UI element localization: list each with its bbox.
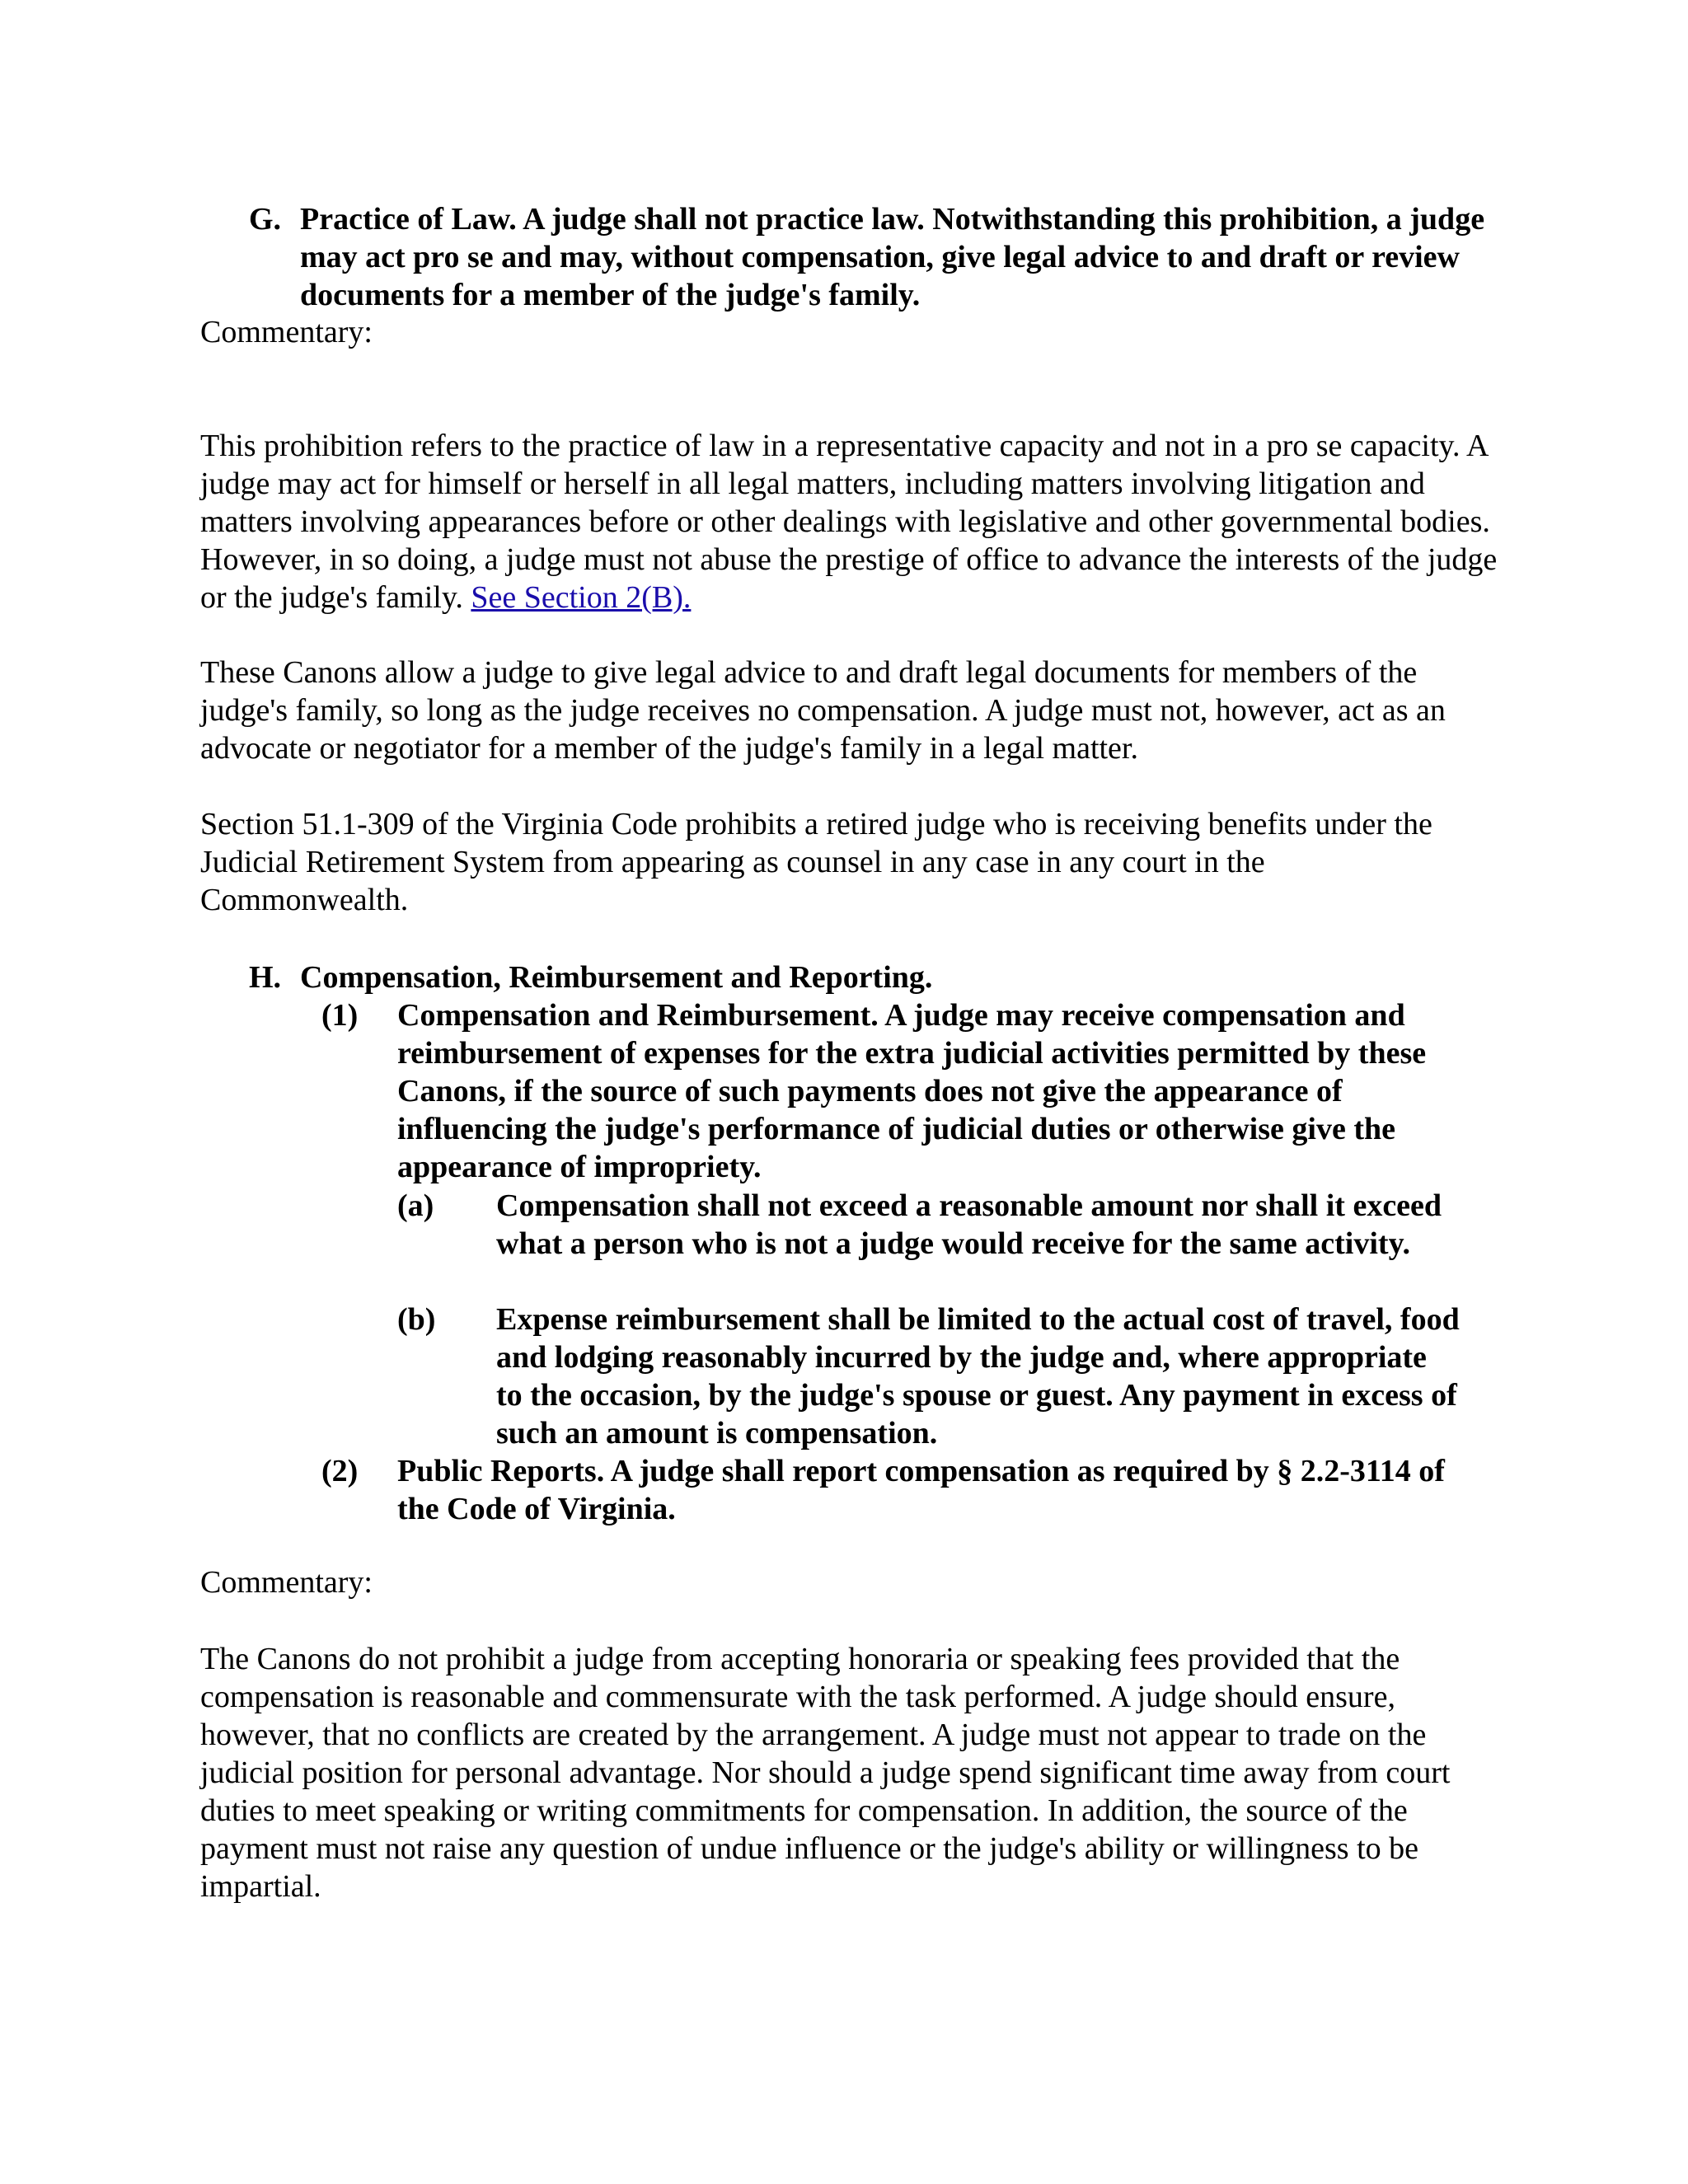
item-1a-text: Compensation shall not exceed a reasonable amount nor shall it exceed what a person who is not a judge would receive for the same activity.	[496, 1188, 1442, 1261]
section-h-title: Compensation, Reimbursement and Reporting.	[300, 960, 933, 995]
section-g-text: Practice of Law. A judge shall not practice law. Notwithstanding this prohibition, a judge may act pro se and may, without compensation, give legal advice to and draft or review documents for a member of the judge's family.	[300, 202, 1485, 312]
item-2-marker: (2)	[321, 1454, 359, 1488]
commentary-paragraph-text: This prohibition refers to the practice of law in a representative capacity and not in a pro se capacity. A judge may act for himself or herself in all legal matters, including matters involving litigation and matters involving appearances before or other dealings with legislative and other governmental bodies. However, in so doing, a judge must not abuse the prestige of office to advance the interests of the judge or the judge's family.	[200, 429, 1498, 615]
item-1b-text: Expense reimbursement shall be limited to the actual cost of travel, food and lodging reasonably incurred by the judge and, where appropriate to the occasion, by the judge's spouse or guest. Any payment in excess of such an amount is compensation.	[496, 1302, 1460, 1451]
section-h-marker: H.	[249, 960, 282, 995]
commentary-heading: Commentary:	[200, 315, 373, 349]
commentary-paragraph: The Canons do not prohibit a judge from accepting honoraria or speaking fees provided that the compensation is reasonable and commensurate with the task performed. A judge should ensure, however, that no conflicts are created by the arrangement. A judge must not appear to trade on the judicial position for personal advantage. Nor should a judge spend significant time away from court duties to meet speaking or writing commitments for compensation. In addition, the source of the payment must not raise any question of undue influence or the judge's ability or willingness to be impartial.	[200, 1642, 1451, 1904]
section-g-marker: G.	[249, 202, 282, 237]
item-2-text: Public Reports. A judge shall report compensation as required by § 2.2-3114 of the Code of Virginia.	[397, 1454, 1445, 1526]
see-section-2b-link[interactable]: See Section 2(B).	[471, 580, 692, 615]
item-1-text: Compensation and Reimbursement. A judge may receive compensation and reimbursement of expenses for the extra judicial activities permitted by these Canons, if the source of such payments does not give the appearance of influencing the judge's performance of judicial duties or otherwise give the appearance of impropriety.	[397, 998, 1427, 1184]
commentary-heading: Commentary:	[200, 1565, 373, 1600]
item-1a-marker: (a)	[397, 1188, 434, 1223]
commentary-paragraph: These Canons allow a judge to give legal advice to and draft legal documents for members of the judge's family, so long as the judge receives no compensation. A judge must not, however, act as an advocate or negotiator for a member of the judge's family in a legal matter.	[200, 655, 1446, 766]
commentary-paragraph	[200, 427, 1503, 616]
item-1b-marker: (b)	[397, 1302, 436, 1337]
commentary-paragraph: Section 51.1-309 of the Virginia Code prohibits a retired judge who is receiving benefits under the Judicial Retirement System from appearing as counsel in any case in any court in the Commonwealth.	[200, 807, 1432, 917]
item-1-marker: (1)	[321, 998, 359, 1033]
